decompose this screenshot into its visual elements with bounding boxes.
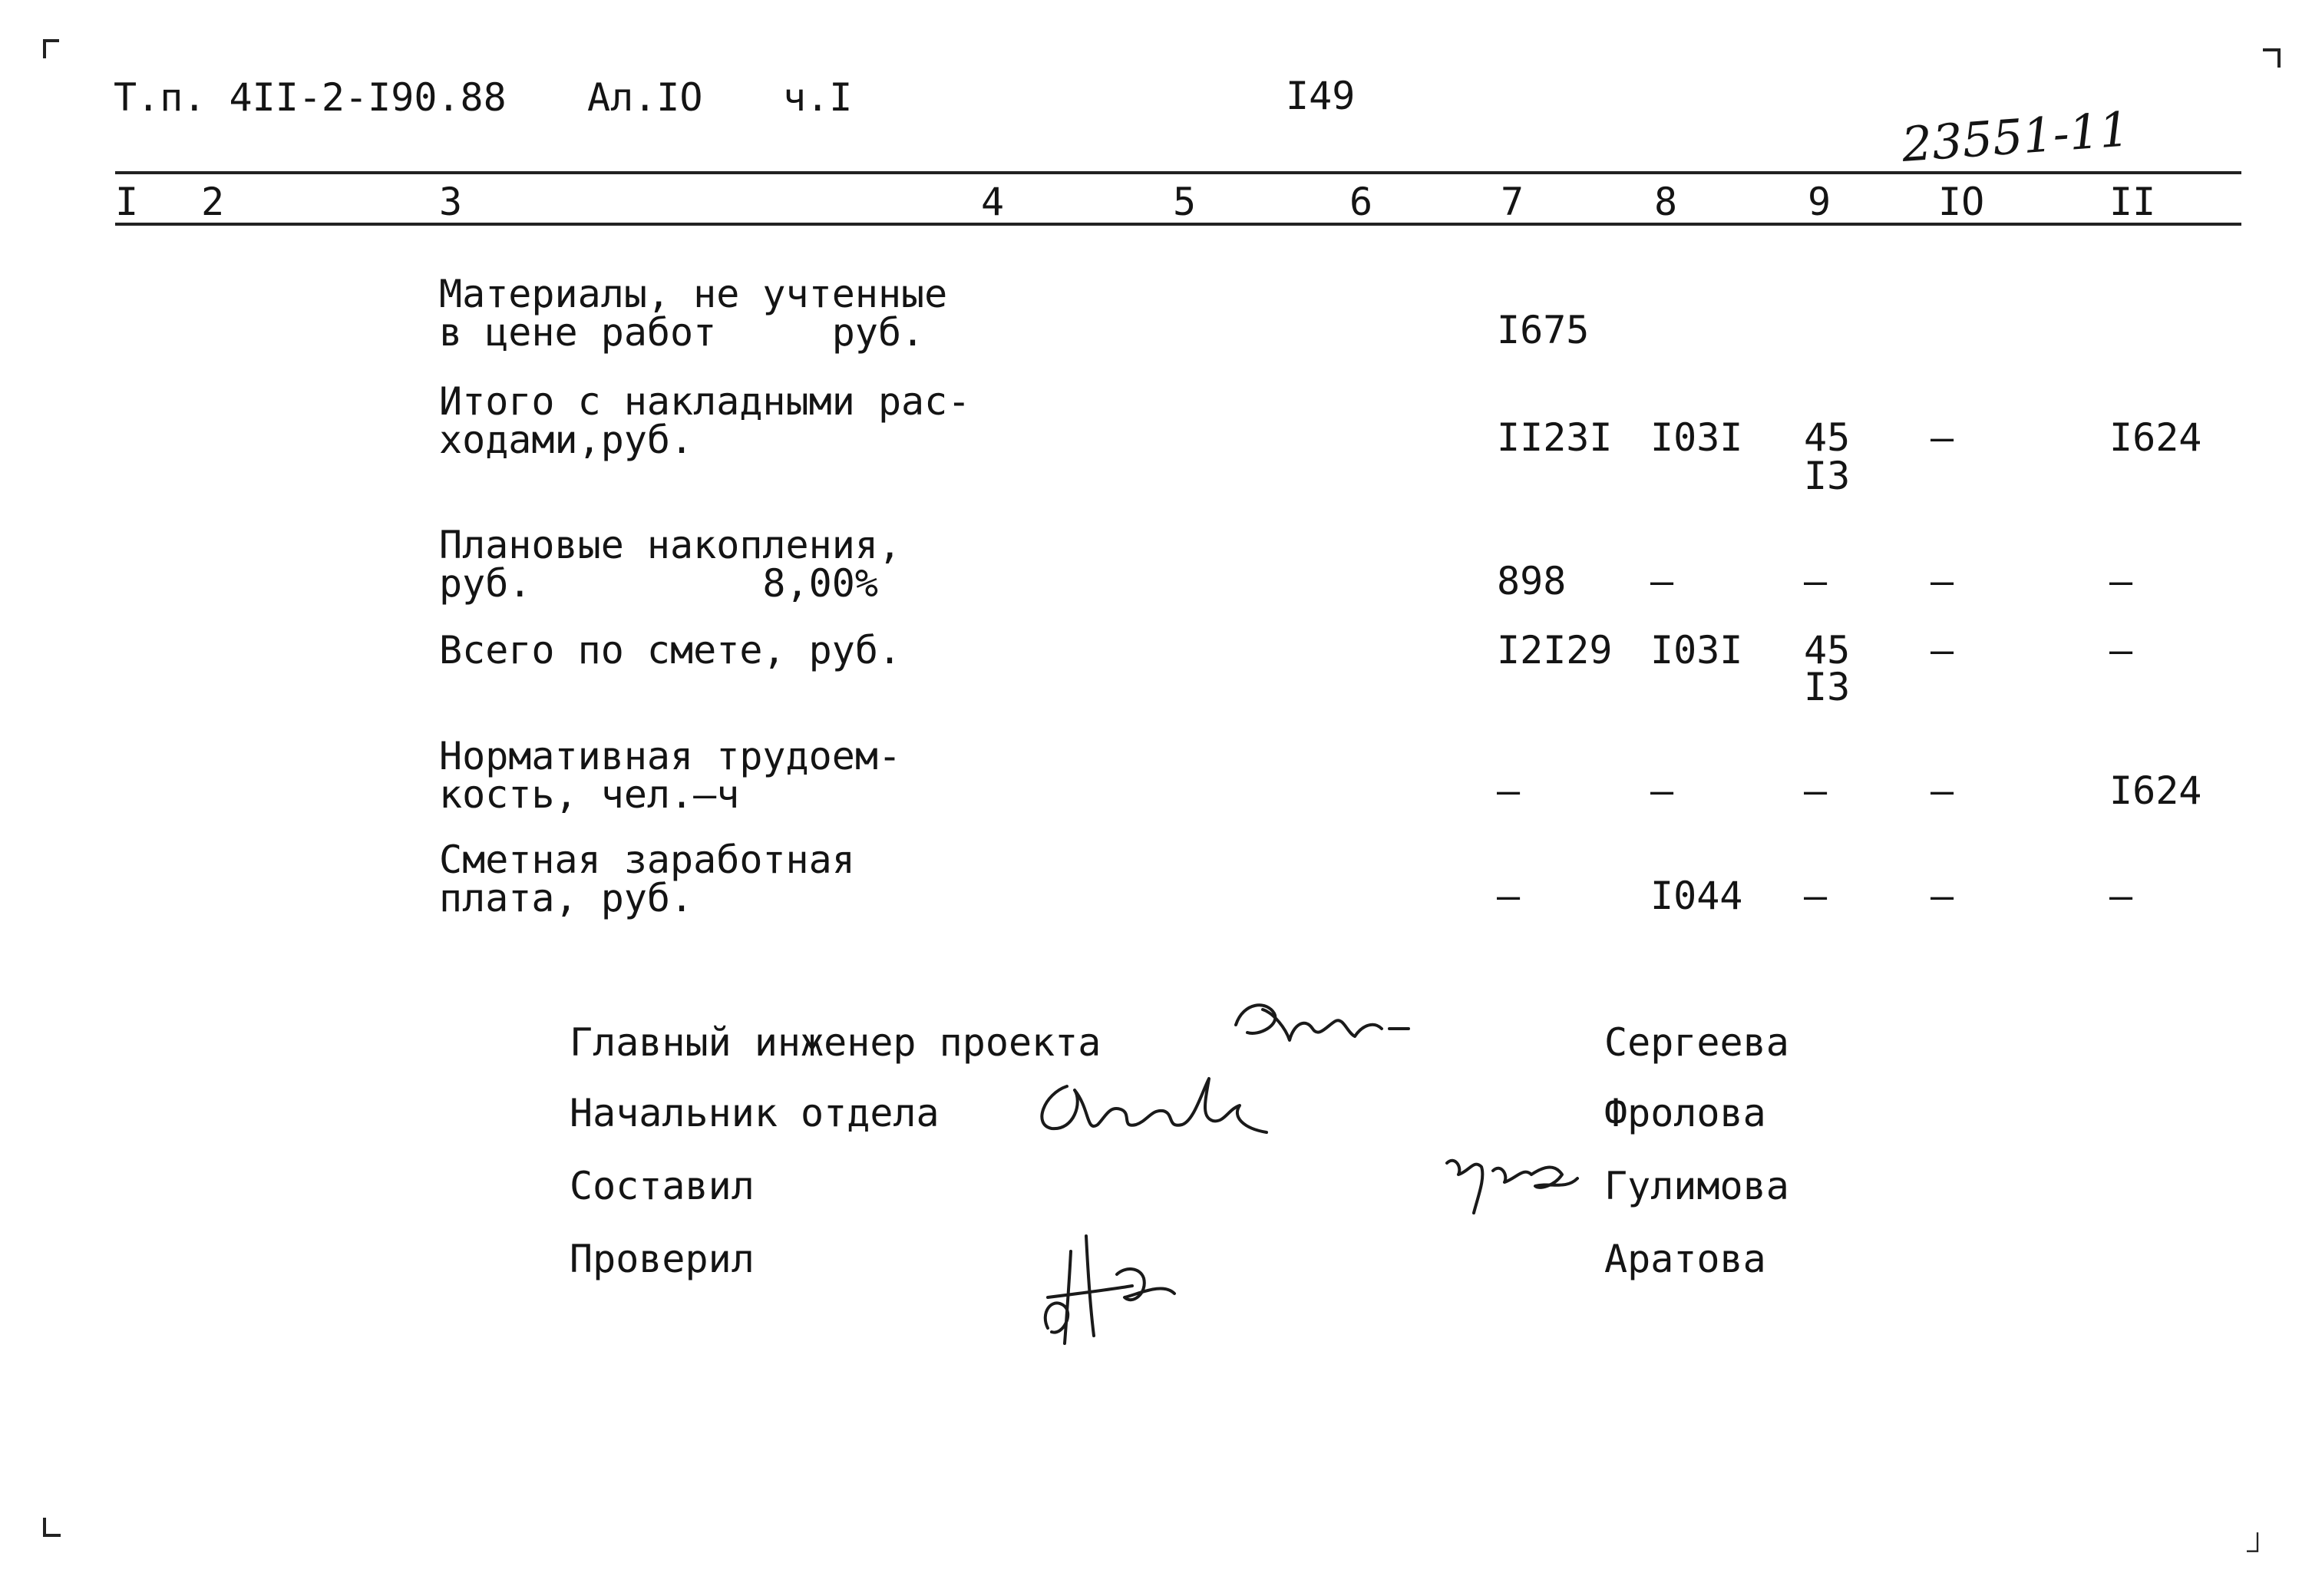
column-number: I	[115, 180, 139, 224]
cell-col9: –	[1804, 559, 1828, 603]
page-number: I49	[1286, 74, 1356, 118]
cell-col11: –	[2109, 559, 2133, 603]
column-number: 3	[439, 180, 463, 224]
cell-col11: –	[2109, 628, 2133, 672]
handwritten-signature-1	[1220, 994, 1420, 1063]
cell-col8: I03I	[1650, 415, 1743, 460]
row-label: Сметная заработная	[439, 838, 855, 882]
cell-col9: 45	[1804, 415, 1851, 460]
row-label: Итого с накладными рас-	[439, 379, 971, 424]
cell-col10: –	[1931, 874, 1954, 918]
column-number: 2	[201, 180, 225, 224]
corner-mark-top-left	[42, 38, 64, 60]
document-code: Т.п. 4II-2-I90.88	[114, 75, 507, 120]
signature-name: Сергеева	[1604, 1020, 1789, 1065]
cell-col9-second: I3	[1804, 454, 1851, 498]
cell-col9: –	[1804, 768, 1828, 813]
album-number: Ал.IO	[587, 75, 703, 120]
cell-col10: –	[1931, 768, 1954, 813]
handwritten-signature-3	[1439, 1144, 1593, 1228]
column-number: IO	[1938, 180, 1985, 224]
cell-col9: 45	[1804, 628, 1851, 672]
cell-col11: I624	[2109, 768, 2202, 813]
cell-col7: II23I	[1497, 415, 1613, 460]
column-number: 6	[1349, 180, 1373, 224]
handwritten-signature-2	[1021, 1063, 1297, 1148]
cell-col7: 898	[1497, 559, 1567, 603]
cell-col11: I624	[2109, 415, 2202, 460]
row-label: Плановые накопления,	[439, 523, 902, 567]
signature-position: Проверил	[570, 1237, 755, 1281]
cell-col7: –	[1497, 768, 1521, 813]
cell-col8: –	[1650, 559, 1674, 603]
handwritten-signature-4	[1017, 1221, 1201, 1351]
signature-name: Фролова	[1604, 1091, 1766, 1135]
corner-mark-top-right	[2261, 48, 2282, 69]
signature-name: Аратова	[1604, 1237, 1766, 1281]
cell-col10: –	[1931, 628, 1954, 672]
part-number: ч.I	[783, 75, 853, 120]
table-header-top-rule	[115, 171, 2241, 174]
corner-mark-bottom-right	[2241, 1532, 2263, 1553]
cell-col7: –	[1497, 874, 1521, 918]
row-label: ходами,руб.	[439, 418, 694, 462]
column-number: 9	[1808, 180, 1831, 224]
cell-col7: I2I29	[1497, 628, 1613, 672]
column-number: 8	[1654, 180, 1678, 224]
cell-col9-second: I3	[1804, 665, 1851, 709]
row-label: руб. 8,00%	[439, 561, 878, 606]
cell-col9: –	[1804, 874, 1828, 918]
cell-col10: –	[1931, 559, 1954, 603]
signature-name: Гулимова	[1604, 1164, 1789, 1208]
corner-mark-bottom-left	[42, 1516, 64, 1538]
column-number: 7	[1501, 180, 1524, 224]
row-label: Всего по смете, руб.	[439, 628, 902, 672]
cell-col11: –	[2109, 874, 2133, 918]
signature-position: Главный инженер проекта	[570, 1020, 1102, 1065]
column-number: 5	[1173, 180, 1197, 224]
cell-col8: I03I	[1650, 628, 1743, 672]
signature-position: Начальник отдела	[570, 1091, 940, 1135]
cell-col10: –	[1931, 415, 1954, 460]
cell-col7: I675	[1497, 308, 1590, 352]
row-label: плата, руб.	[439, 876, 694, 920]
column-number: 4	[981, 180, 1005, 224]
cell-col8: I044	[1650, 874, 1743, 918]
row-label: Материалы, не учтенные	[439, 272, 948, 316]
column-number: II	[2109, 180, 2156, 224]
handwritten-inventory-number: 23551-11	[1900, 101, 2132, 173]
row-label: в цене работ руб.	[439, 310, 925, 355]
cell-col8: –	[1650, 768, 1674, 813]
signature-position: Составил	[570, 1164, 755, 1208]
row-label: Нормативная трудоем-	[439, 734, 902, 778]
row-label: кость, чел.–ч	[439, 772, 740, 817]
